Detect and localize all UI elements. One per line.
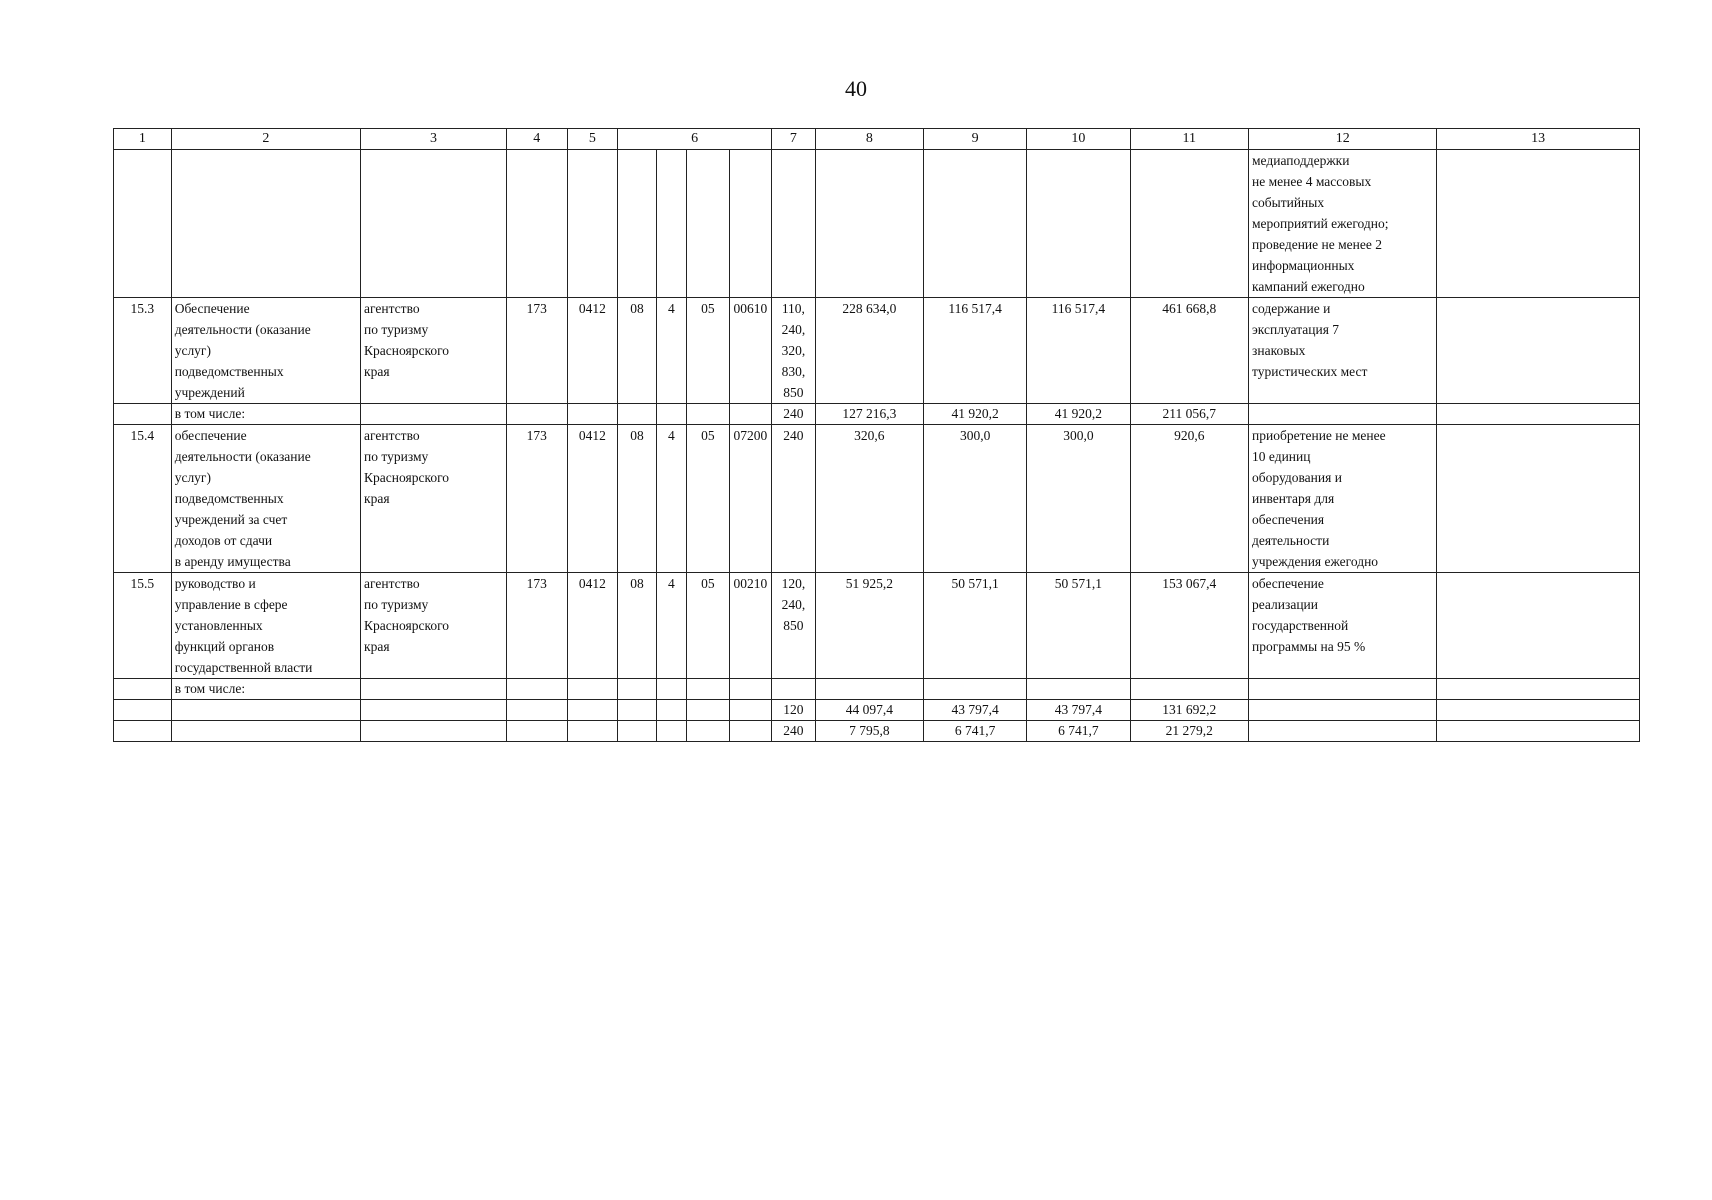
csr-code-3: 05	[687, 573, 730, 679]
amount-year-1: 127 216,3	[815, 404, 923, 425]
empty-cell	[656, 700, 686, 721]
row-number: 15.5	[114, 573, 172, 679]
header-cell-4: 4	[506, 129, 567, 150]
csr-code-2: 4	[656, 573, 686, 679]
vr-code: 240	[772, 404, 816, 425]
measure-name	[171, 298, 360, 404]
amount-year-3: 116 517,4	[1027, 298, 1130, 404]
empty-cell	[114, 404, 172, 425]
empty-cell	[567, 721, 618, 742]
cell-line: по туризму	[364, 322, 429, 337]
empty-cell	[171, 150, 360, 298]
cell-line: медиаподдержки	[1252, 153, 1350, 168]
cell-line: 240	[783, 428, 804, 443]
cell-line: приобретение не менее	[1252, 428, 1386, 443]
empty-cell	[618, 404, 656, 425]
empty-cell	[1437, 573, 1640, 679]
empty-cell	[506, 721, 567, 742]
row-number: 15.3	[114, 298, 172, 404]
empty-cell	[656, 721, 686, 742]
empty-cell	[114, 700, 172, 721]
empty-cell	[656, 679, 686, 700]
table-row	[114, 721, 1640, 742]
empty-cell	[1437, 425, 1640, 573]
amount-year-2: 300,0	[923, 425, 1026, 573]
empty-cell	[618, 150, 656, 298]
empty-cell	[1249, 721, 1437, 742]
including-label: в том числе:	[171, 679, 360, 700]
csr-code-1: 08	[618, 425, 656, 573]
header-cell-2: 2	[171, 129, 360, 150]
cell-line: учреждений за счет	[174, 512, 288, 527]
empty-cell	[1437, 700, 1640, 721]
amount-year-1	[815, 679, 923, 700]
empty-cell	[361, 700, 507, 721]
empty-cell	[567, 700, 618, 721]
table-row	[114, 573, 1640, 679]
amount-year-2: 41 920,2	[923, 404, 1026, 425]
empty-cell	[687, 700, 730, 721]
cell-line: управление в сфере	[174, 597, 288, 612]
cell-line: учреждений	[174, 385, 245, 400]
cell-line: обеспечения	[1252, 512, 1325, 527]
csr-code-1: 08	[618, 298, 656, 404]
grbs-code: 173	[506, 573, 567, 679]
goal-cell	[1249, 150, 1437, 298]
vr-code	[772, 425, 816, 573]
vr-code: 240	[772, 721, 816, 742]
cell-line: Красноярского	[364, 343, 450, 358]
csr-code-3: 05	[687, 298, 730, 404]
cell-line: 320,	[781, 343, 806, 358]
empty-cell	[1437, 298, 1640, 404]
cell-line: обеспечение	[174, 428, 247, 443]
cell-line: оборудования и	[1252, 470, 1342, 485]
empty-cell	[815, 150, 923, 298]
vr-code	[772, 679, 816, 700]
header-cell-10: 10	[1027, 129, 1130, 150]
empty-cell	[506, 404, 567, 425]
empty-cell	[772, 150, 816, 298]
cell-line: 10 единиц	[1252, 449, 1311, 464]
header-cell-9: 9	[923, 129, 1026, 150]
cell-line: по туризму	[364, 597, 429, 612]
cell-line: руководство и	[174, 576, 256, 591]
amount-year-2: 6 741,7	[923, 721, 1026, 742]
empty-cell	[687, 404, 730, 425]
empty-cell	[114, 721, 172, 742]
amount-year-2: 116 517,4	[923, 298, 1026, 404]
agency-name	[361, 298, 507, 404]
grbs-code: 173	[506, 425, 567, 573]
cell-line: 110,	[781, 301, 805, 316]
empty-cell	[114, 679, 172, 700]
cell-line: государственной	[1252, 618, 1349, 633]
cell-line: в аренду имущества	[174, 554, 291, 569]
empty-cell	[618, 700, 656, 721]
header-row	[114, 129, 1640, 150]
empty-cell	[687, 150, 730, 298]
empty-cell	[729, 721, 772, 742]
cell-line: реализации	[1252, 597, 1318, 612]
amount-total: 21 279,2	[1130, 721, 1248, 742]
cell-line: по туризму	[364, 449, 429, 464]
cell-line: подведомственных	[174, 491, 284, 506]
empty-cell	[1437, 679, 1640, 700]
budget-table	[113, 128, 1640, 742]
empty-cell	[656, 404, 686, 425]
rzpr-code: 0412	[567, 425, 618, 573]
vr-code: 120	[772, 700, 816, 721]
header-cell-6: 6	[618, 129, 772, 150]
header-cell-13: 13	[1437, 129, 1640, 150]
cell-line: государственной власти	[174, 660, 313, 675]
amount-year-2	[923, 679, 1026, 700]
amount-total: 131 692,2	[1130, 700, 1248, 721]
header-cell-5: 5	[567, 129, 618, 150]
cell-line: инвентаря для	[1252, 491, 1335, 506]
cell-line: мероприятий ежегодно;	[1252, 216, 1389, 231]
empty-cell	[506, 700, 567, 721]
csr-code-1: 08	[618, 573, 656, 679]
vr-code	[772, 298, 816, 404]
empty-cell	[618, 721, 656, 742]
amount-year-3: 43 797,4	[1027, 700, 1130, 721]
amount-total: 153 067,4	[1130, 573, 1248, 679]
cell-line: Красноярского	[364, 470, 450, 485]
csr-code-4: 07200	[729, 425, 772, 573]
csr-code-3: 05	[687, 425, 730, 573]
empty-cell	[923, 150, 1026, 298]
empty-cell	[1249, 700, 1437, 721]
cell-line: 120,	[781, 576, 806, 591]
cell-line: не менее 4 массовых	[1252, 174, 1372, 189]
empty-cell	[729, 700, 772, 721]
header-cell-1: 1	[114, 129, 172, 150]
empty-cell	[618, 679, 656, 700]
table-body	[114, 129, 1640, 742]
including-label: в том числе:	[171, 404, 360, 425]
amount-total: 211 056,7	[1130, 404, 1248, 425]
cell-line: функций органов	[174, 639, 275, 654]
header-cell-3: 3	[361, 129, 507, 150]
cell-line: подведомственных	[174, 364, 284, 379]
empty-cell	[1437, 150, 1640, 298]
cell-line: услуг)	[174, 470, 211, 485]
including-label	[171, 700, 360, 721]
empty-cell	[1027, 150, 1130, 298]
row-number: 15.4	[114, 425, 172, 573]
cell-line: 850	[783, 618, 804, 633]
agency-name	[361, 573, 507, 679]
amount-year-3	[1027, 679, 1130, 700]
cell-line: 240,	[781, 597, 806, 612]
including-label	[171, 721, 360, 742]
goal-cell	[1249, 425, 1437, 573]
amount-year-1: 228 634,0	[815, 298, 923, 404]
rzpr-code: 0412	[567, 298, 618, 404]
empty-cell	[567, 679, 618, 700]
vr-code	[772, 573, 816, 679]
cell-line: деятельности (оказание	[174, 449, 311, 464]
header-cell-8: 8	[815, 129, 923, 150]
measure-name	[171, 573, 360, 679]
measure-name	[171, 425, 360, 573]
amount-total: 461 668,8	[1130, 298, 1248, 404]
cell-line: края	[364, 639, 390, 654]
cell-line: 850	[783, 385, 804, 400]
cell-line: 240,	[781, 322, 806, 337]
csr-code-2: 4	[656, 425, 686, 573]
empty-cell	[729, 404, 772, 425]
empty-cell	[687, 679, 730, 700]
cell-line: программы на 95 %	[1252, 639, 1366, 654]
cell-line: учреждения ежегодно	[1252, 554, 1379, 569]
cell-line: Обеспечение	[174, 301, 250, 316]
cell-line: деятельности	[1252, 533, 1330, 548]
empty-cell	[361, 679, 507, 700]
empty-cell	[1249, 404, 1437, 425]
cell-line: края	[364, 364, 390, 379]
csr-code-2: 4	[656, 298, 686, 404]
cell-line: содержание и	[1252, 301, 1331, 316]
cell-line: знаковых	[1252, 343, 1306, 358]
csr-code-4: 00610	[729, 298, 772, 404]
goal-cell	[1249, 298, 1437, 404]
empty-cell	[687, 721, 730, 742]
table-row	[114, 404, 1640, 425]
goal-cell	[1249, 573, 1437, 679]
table-row	[114, 679, 1640, 700]
cell-line: доходов от сдачи	[174, 533, 273, 548]
empty-cell	[1437, 721, 1640, 742]
empty-cell	[114, 150, 172, 298]
cell-line: 830,	[781, 364, 806, 379]
cell-line: края	[364, 491, 390, 506]
amount-year-2: 50 571,1	[923, 573, 1026, 679]
amount-year-3: 50 571,1	[1027, 573, 1130, 679]
cell-line: обеспечение	[1252, 576, 1324, 591]
cell-line: эксплуатация 7	[1252, 322, 1340, 337]
empty-cell	[1437, 404, 1640, 425]
empty-cell	[567, 150, 618, 298]
header-cell-11: 11	[1130, 129, 1248, 150]
amount-year-3: 300,0	[1027, 425, 1130, 573]
amount-year-1: 44 097,4	[815, 700, 923, 721]
rzpr-code: 0412	[567, 573, 618, 679]
cell-line: проведение не менее 2	[1252, 237, 1382, 252]
cell-line: агентство	[364, 428, 420, 443]
cell-line: деятельности (оказание	[174, 322, 311, 337]
empty-cell	[361, 721, 507, 742]
grbs-code: 173	[506, 298, 567, 404]
empty-cell	[361, 404, 507, 425]
amount-year-1: 51 925,2	[815, 573, 923, 679]
cell-line: событийных	[1252, 195, 1325, 210]
amount-total: 920,6	[1130, 425, 1248, 573]
amount-year-3: 6 741,7	[1027, 721, 1130, 742]
table-row	[114, 700, 1640, 721]
empty-cell	[567, 404, 618, 425]
header-cell-7: 7	[772, 129, 816, 150]
cell-line: туристических мест	[1252, 364, 1368, 379]
empty-cell	[729, 679, 772, 700]
table-row	[114, 298, 1640, 404]
amount-year-1: 320,6	[815, 425, 923, 573]
table-row	[114, 150, 1640, 298]
empty-cell	[361, 150, 507, 298]
cell-line: Красноярского	[364, 618, 450, 633]
empty-cell	[729, 150, 772, 298]
cell-line: агентство	[364, 301, 420, 316]
agency-name	[361, 425, 507, 573]
amount-total	[1130, 679, 1248, 700]
table-row	[114, 425, 1640, 573]
cell-line: установленных	[174, 618, 263, 633]
page-number: 40	[845, 76, 867, 101]
cell-line: агентство	[364, 576, 420, 591]
empty-cell	[1249, 679, 1437, 700]
amount-year-3: 41 920,2	[1027, 404, 1130, 425]
header-cell-12: 12	[1249, 129, 1437, 150]
cell-line: услуг)	[174, 343, 211, 358]
empty-cell	[506, 679, 567, 700]
amount-year-2: 43 797,4	[923, 700, 1026, 721]
csr-code-4: 00210	[729, 573, 772, 679]
amount-year-1: 7 795,8	[815, 721, 923, 742]
empty-cell	[656, 150, 686, 298]
empty-cell	[1130, 150, 1248, 298]
empty-cell	[506, 150, 567, 298]
cell-line: кампаний ежегодно	[1252, 279, 1365, 294]
cell-line: информационных	[1252, 258, 1355, 273]
